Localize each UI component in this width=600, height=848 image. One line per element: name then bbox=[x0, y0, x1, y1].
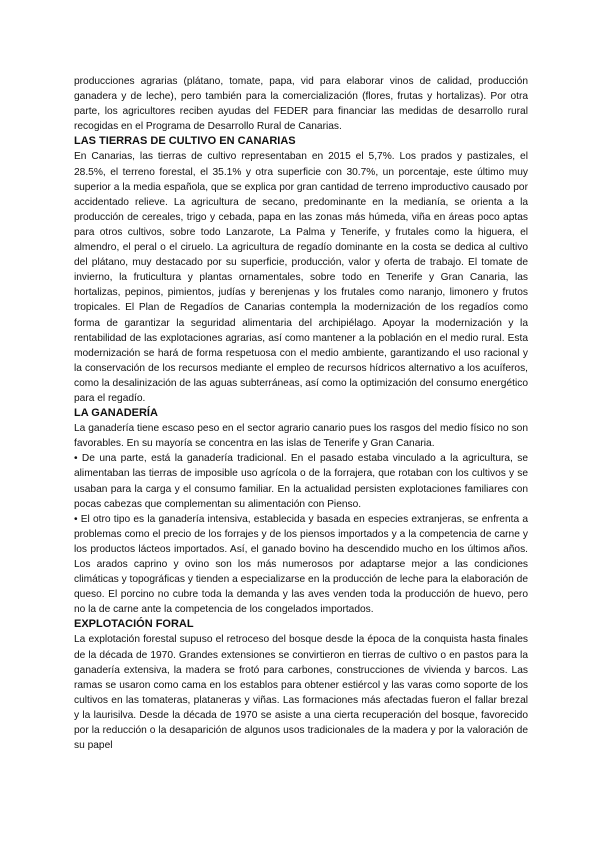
section-heading-tierras: LAS TIERRAS DE CULTIVO EN CANARIAS bbox=[74, 135, 296, 148]
paragraph-tierras: En Canarias, las tierras de cultivo representaban en 2015 el 5,7%. Los prados y pastizales, el 28.5%, el terreno forestal, el 35.1% y otra superficie con 30.7%, un porcentaje, este último muy superior a la media española, que se explica por gran cantidad de terreno improductivo causado por accidentado relieve. La agricultura de secano, predominante en la medianía, se orienta a la producción de cereales, trigo y cebada, papa en las zonas más húmeda, viña en áreas poco aptas para otros cultivos, sobre todo Lanzarote, La Palma y Tenerife, y frutales como la higuera, el almendro, el peral o el ciruelo. La agricultura de regadío dominante en la costa se dedica al cultivo del plátano, muy destacado por su superficie, producción, valor y oferta de trabajo. El tomate de invierno, la fruticultura y plantas ornamentales, sobre todo en Tenerife y Gran Canaria, las hortalizas, pepinos, pimientos, judías y berenjenas y los frutales como naranjo, limonero y frutos tropicales. El Plan de Regadíos de Canarias contempla la modernización de los regadíos como forma de garantizar la seguridad alimentaria del archipiélago. Apoyar la modernización y la rentabilidad de las explotaciones agrarias, así como mantener a la población en el medio rural. Esta modernización se hará de forma respetuosa con el medio ambiente, garantizando el uso racional y la conservación de los recursos mediante el empleo de recursos hídricos alternativo a los acuíferos, como la desalinización de las aguas subterráneas, así como la optimización del consumo energético para el regadío. bbox=[74, 151, 528, 404]
paragraph-ganaderia-intensiva: • El otro tipo es la ganadería intensiva, establecida y basada en especies extranjeras, se enfrenta a problemas como el precio de los forrajes y de los piensos importados y a la competencia de carne y los productos lácteos importados. Así, el ganado bovino ha descendido mucho en los últimos años. Los arados caprino y ovino son los más numerosos por adaptarse mejor a las condiciones climáticas y topográficas y tienden a especializarse en la producción de leche para la elaboración de queso. El porcino no cubre toda la demanda y las aves venden toda la producción de huevo, pero no la de carne ante la competencia de los congelados importados. bbox=[74, 513, 528, 616]
intro-paragraph: producciones agrarias (plátano, tomate, papa, vid para elaborar vinos de calidad, producción ganadera y de leche), pero también para la comercialización (flores, frutas y hortalizas). Por otra parte, los agricultores reciben ayudas del FEDER para financiar las medidas de desarrollo rural recogidas en el Programa de Desarrollo Rural de Canarias. bbox=[74, 76, 528, 133]
paragraph-ganaderia-intro: La ganadería tiene escaso peso en el sector agrario canario pues los rasgos del medio físico no son favorables. En su mayoría se concentra en las islas de Tenerife y Gran Canaria. bbox=[74, 423, 528, 450]
section-heading-explotacion: EXPLOTACIÓN FORAL bbox=[74, 618, 194, 631]
document-body bbox=[74, 74, 528, 753]
paragraph-explotacion: La explotación forestal supuso el retroceso del bosque desde la época de la conquista hasta finales de la década de 1970. Grandes extensiones se convirtieron en tierras de cultivo o en pastos para la ganadería extensiva, la madera se frotó para carbones, construcciones de vivienda y barcos. Las ramas se usaron como cama en los establos para obtener estiércol y las varas como soporte de los cultivos en las tomateras, plataneras y viñas. Las formaciones más afectadas fueron el fallar brezal y la laurisilva. Desde la década de 1970 se asiste a una cierta recuperación del bosque, favorecido por la reducción o la desaparición de algunos usos tradicionales de la madera y por la valoración de su papel bbox=[74, 634, 528, 752]
section-heading-ganaderia: LA GANADERÍA bbox=[74, 407, 158, 420]
paragraph-ganaderia-tradicional: • De una parte, está la ganadería tradicional. En el pasado estaba vinculado a la agricultura, se alimentaban las tierras de imposible uso agrícola o de la forrajera, que rotaban con los cultivos y se usaban para la carga y el consumo familiar. En la actualidad persisten explotaciones familiares con pocas cabezas que complementan su alimentación con Pienso. bbox=[74, 453, 528, 510]
